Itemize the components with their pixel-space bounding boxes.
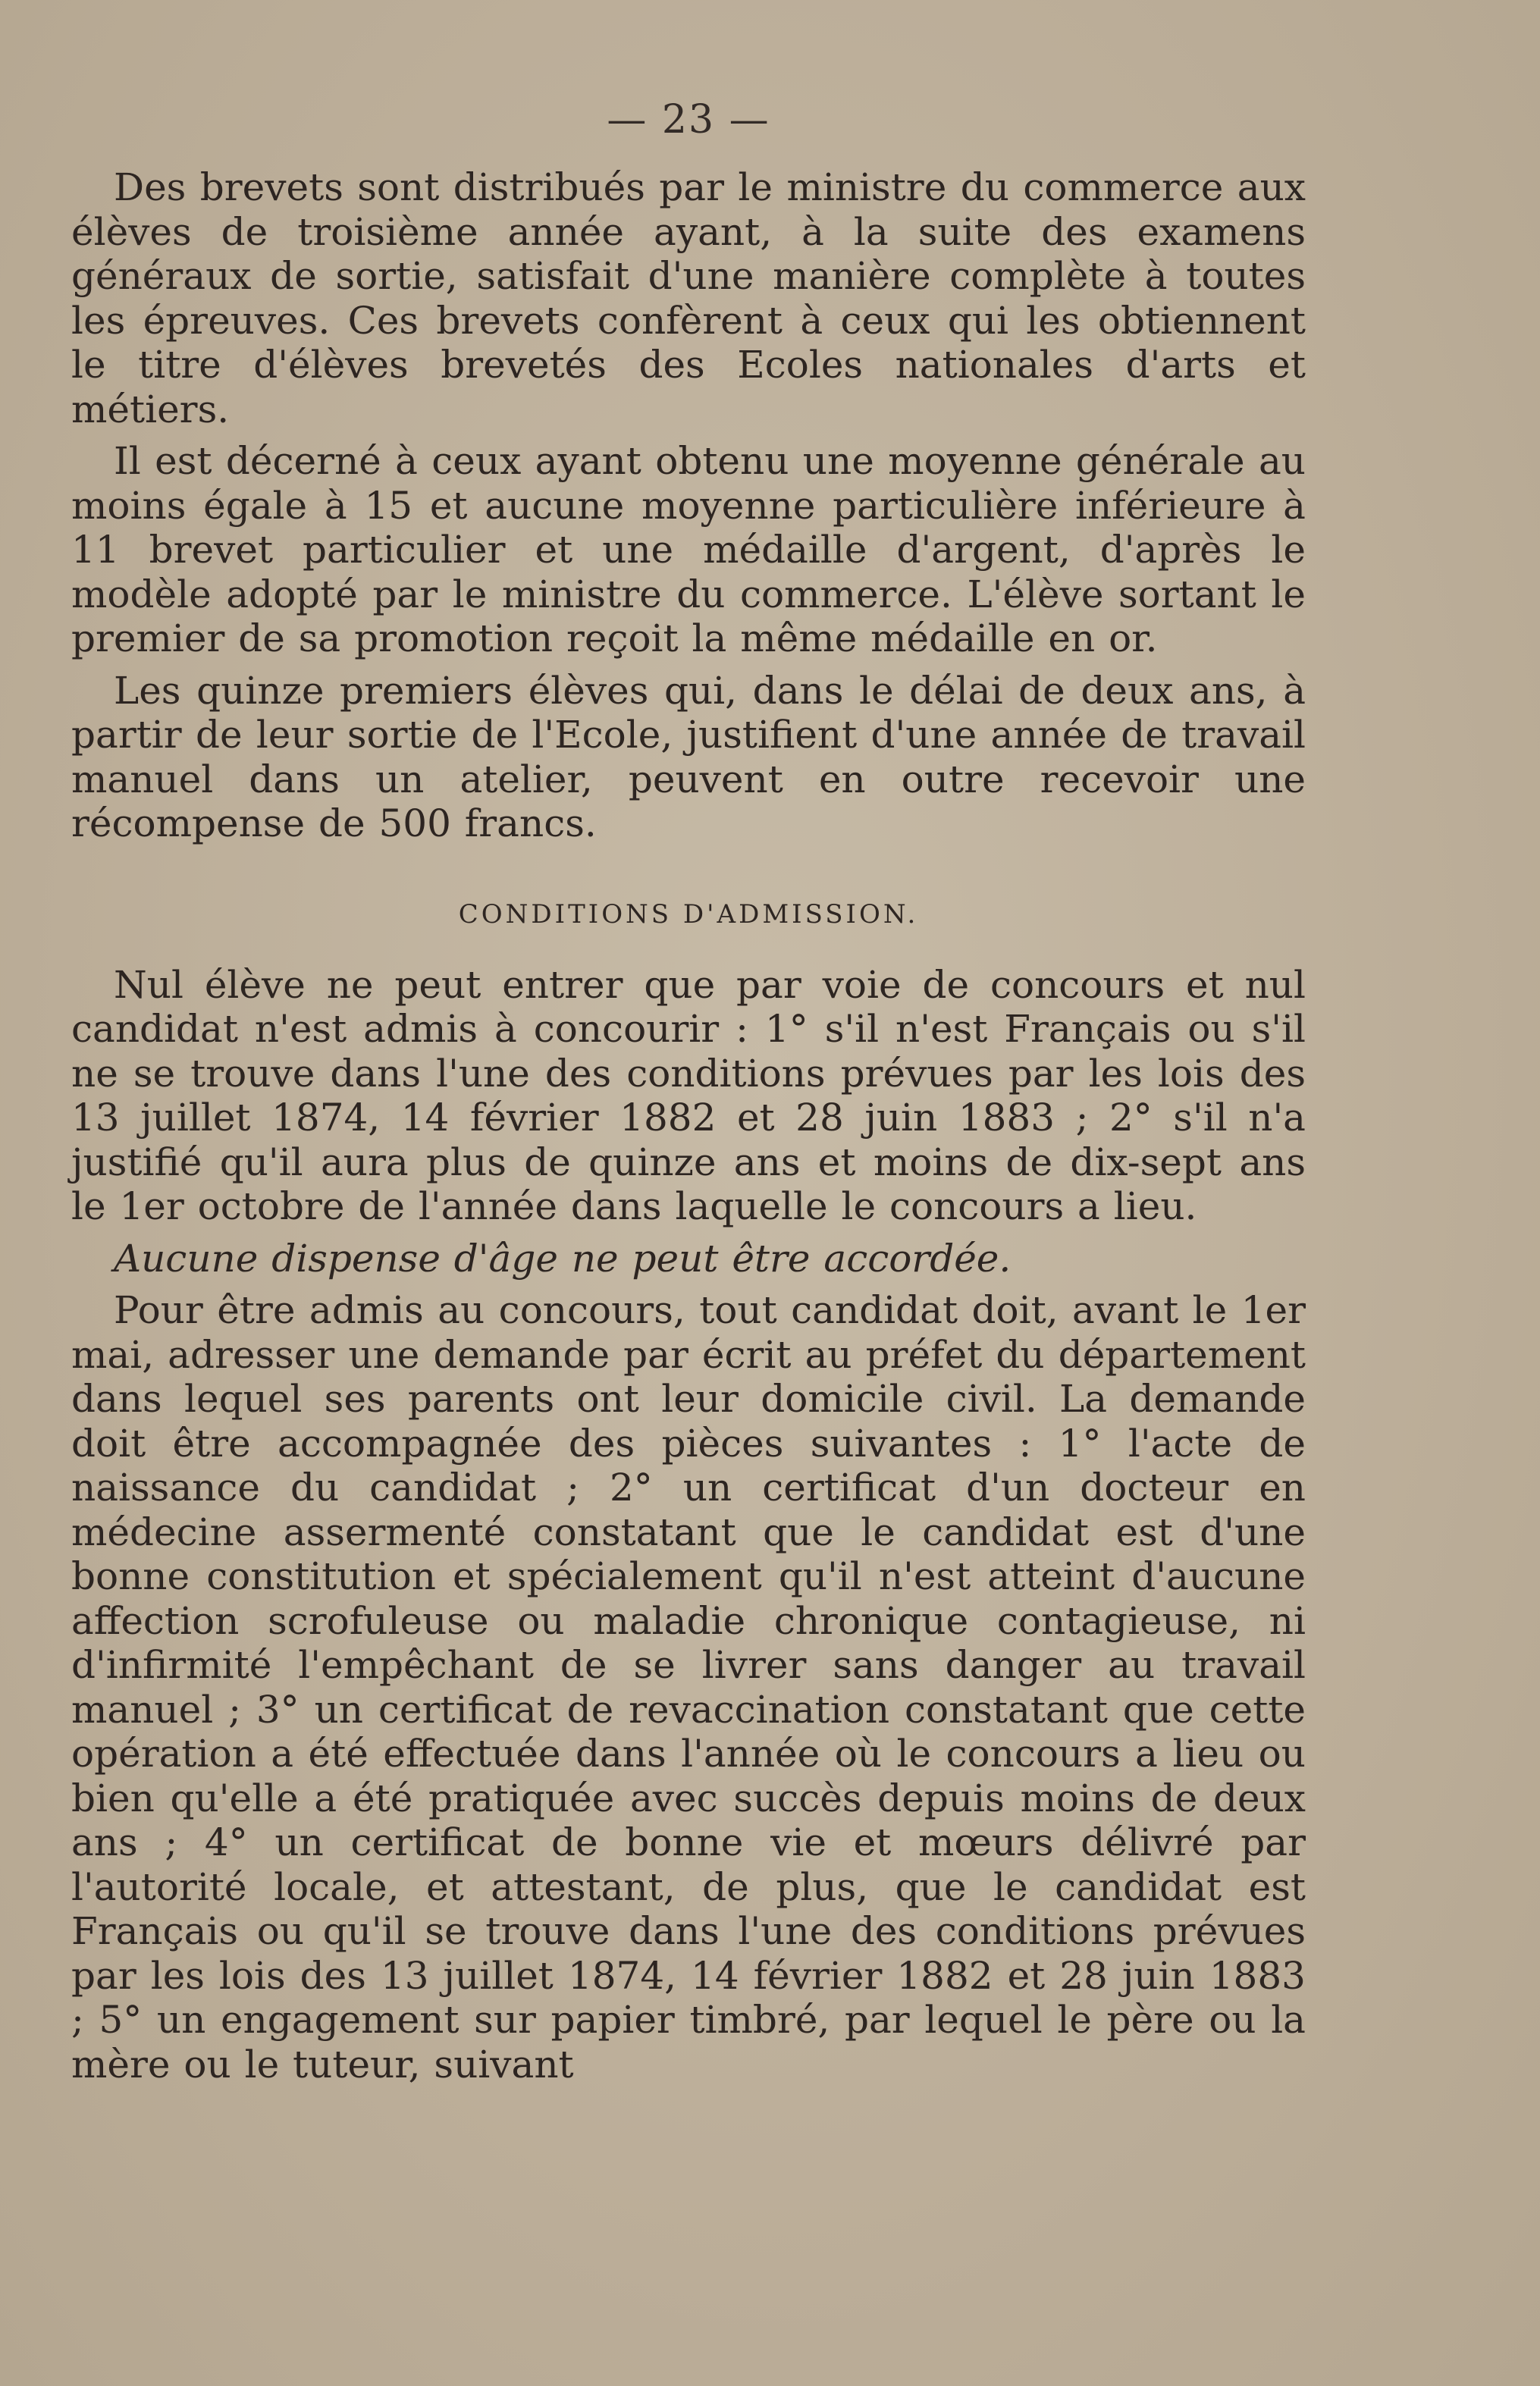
paragraph-demande: Pour être admis au concours, tout candidat doit, avant le 1er mai, adresser une demande par écrit au préfet du département dans lequel ses parents ont leur domicile civil. La demande doit être accompagnée des pièces suivantes : 1° l'acte de naissance du candidat ; 2° un certificat d'un docteur en médecine assermenté constatant que le candidat est d'une bonne constitution et spécialement qu'il n'est atteint d'aucune affection scrofuleuse ou maladie chronique contagieuse, ni d'infirmité l'empêchant de se livrer sans danger au travail manuel ; 3° un certificat de revaccination constatant que cette opération a été effectuée dans l'année où le concours a lieu ou bien qu'elle a été pratiquée avec succès depuis moins de deux ans ; 4° un certificat de bonne vie et mœurs délivré par l'autorité locale, et attestant, de plus, que le candidat est Français ou qu'il se trouve dans l'une des conditions prévues par les lois des 13 juillet 1874, 14 février 1882 et 28 juin 1883 ; 5° un engagement sur papier timbré, par lequel le père ou la mère ou le tuteur, suivant (71, 1288, 1306, 2087)
paragraph-recompense: Les quinze premiers élèves qui, dans le délai de deux ans, à partir de leur sortie de l'Ecole, justifient d'une année de travail manuel dans un atelier, peuvent en outre recevoir une récompense de 500 francs. (71, 668, 1306, 845)
paragraph-dispense: Aucune dispense d'âge ne peut être accordée. (114, 1236, 1012, 1281)
paragraph-brevets: Des brevets sont distribués par le ministre du commerce aux élèves de troisième année ayant, à la suite des examens généraux de sortie, satisfait d'une manière complète à toutes les épreuves. Ces brevets confèrent à ceux qui les obtiennent le titre d'élèves brevetés des Ecoles nationales d'arts et métiers. (71, 165, 1306, 431)
page-number: — 23 — (607, 97, 770, 143)
paragraph-admission: Nul élève ne peut entrer que par voie de concours et nul candidat n'est admis à concourir : 1° s'il n'est Français ou s'il ne se trouve dans l'une des conditions prévues par les lois des 13 juillet 1874, 14 février 1882 et 28 juin 1883 ; 2° s'il n'a justifié qu'il aura plus de quinze ans et moins de dix-sept ans le 1er octobre de l'année dans laquelle le concours a lieu. (71, 962, 1306, 1228)
document-page (71, 97, 1306, 2087)
section-heading: CONDITIONS D'ADMISSION. (458, 898, 919, 930)
paragraph-medaille: Il est décerné à ceux ayant obtenu une moyenne générale au moins égale à 15 et aucune moyenne particulière inférieure à 11 brevet particulier et une médaille d'argent, d'après le modèle adopté par le ministre du commerce. L'élève sortant le premier de sa promotion reçoit la même médaille en or. (71, 439, 1306, 660)
